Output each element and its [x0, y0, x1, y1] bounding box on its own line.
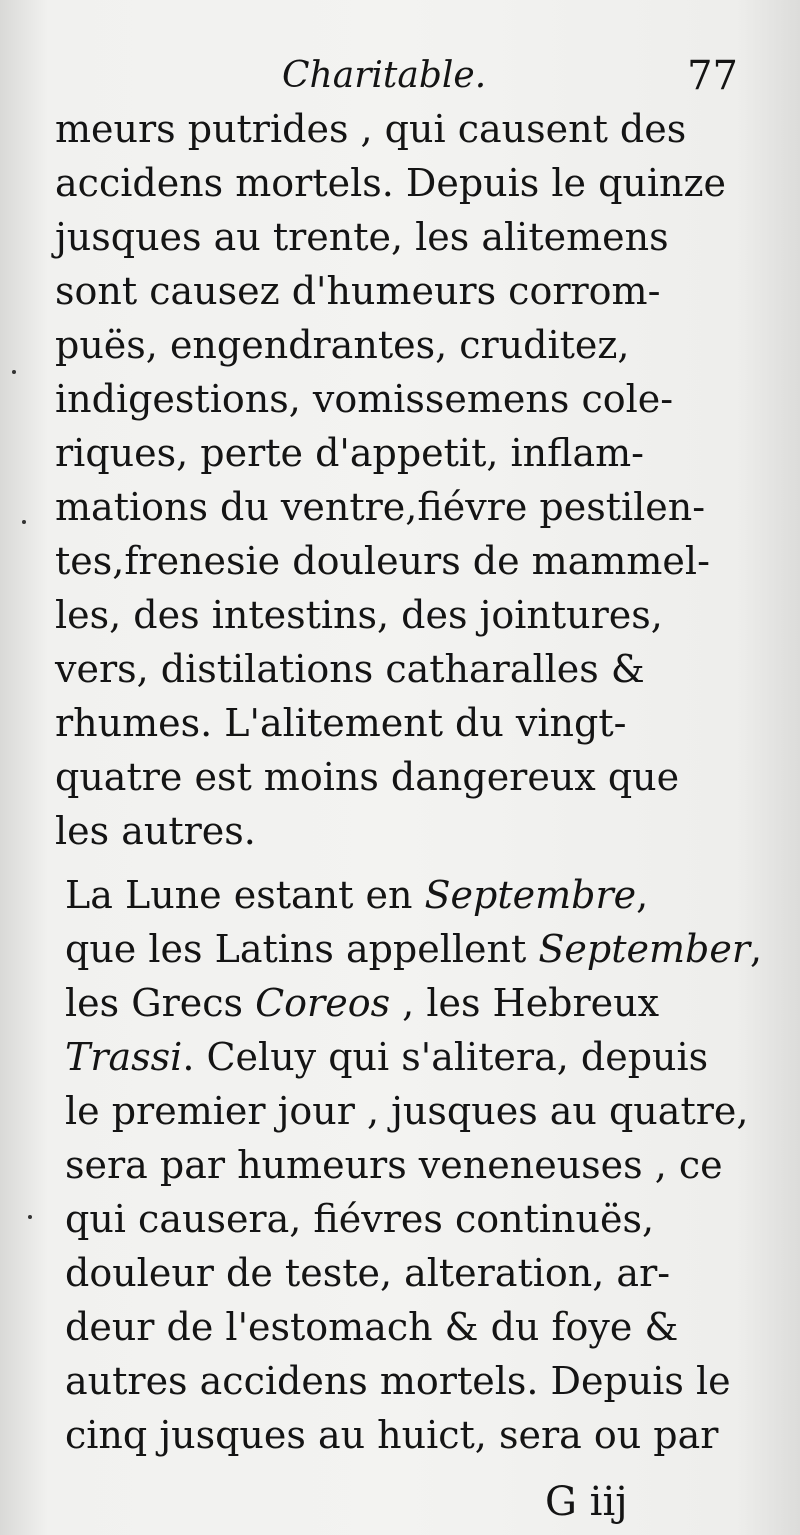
text-line: mations du ventre,fiévre pestilen-	[55, 485, 706, 529]
text-run: ,	[636, 873, 649, 917]
page-header	[0, 50, 800, 102]
ink-speck	[22, 520, 26, 524]
text-line: meurs putrides , qui causent des	[55, 107, 687, 151]
text-line: vers, distilations catharalles &	[55, 647, 645, 691]
month-name-french: Septembre	[424, 873, 637, 917]
text-line: cinq jusques au huict, sera ou par	[65, 1413, 719, 1457]
paragraph-1	[55, 102, 755, 858]
text-line	[55, 922, 763, 976]
ink-speck	[12, 370, 16, 374]
ink-speck	[28, 1215, 32, 1219]
text-line: jusques au trente, les alitemens	[55, 215, 669, 259]
text-run: , les Hebreux	[390, 981, 660, 1025]
text-line	[55, 976, 755, 1030]
text-line	[55, 1030, 755, 1084]
text-line: accidens mortels. Depuis le quinze	[55, 161, 727, 205]
text-line: sera par humeurs veneneuses , ce	[65, 1143, 723, 1187]
text-line: le premier jour , jusques au quatre,	[65, 1089, 749, 1133]
page-number: 77	[687, 53, 738, 99]
month-name-latin: September	[538, 927, 750, 971]
text-line: qui causera, fiévres continuës,	[65, 1197, 655, 1241]
text-line: quatre est moins dangereux que	[55, 755, 680, 799]
text-line: tes,frenesie douleurs de mammel-	[55, 539, 710, 583]
text-line: les autres.	[55, 809, 256, 853]
running-title: Charitable.	[282, 55, 487, 96]
text-line: riques, perte d'appetit, inflam-	[55, 431, 644, 475]
text-line: indigestions, vomissemens cole-	[55, 377, 674, 421]
text-line: puës, engendrantes, cruditez,	[55, 323, 630, 367]
text-line: douleur de teste, alteration, ar-	[65, 1251, 671, 1295]
text-run: que les Latins appellent	[65, 927, 539, 971]
month-name-hebrew: Trassi	[65, 1035, 183, 1079]
signature-mark: G iij	[545, 1479, 628, 1525]
text-line: sont causez d'humeurs corrom-	[55, 269, 661, 313]
text-line: rhumes. L'alitement du vingt-	[55, 701, 627, 745]
page-body	[55, 102, 763, 1462]
text-run: ,	[750, 927, 763, 971]
text-line	[55, 868, 755, 922]
text-run: . Celuy qui s'alitera, depuis	[182, 1035, 709, 1079]
text-line: autres accidens mortels. Depuis le	[65, 1359, 731, 1403]
text-line: les, des intestins, des jointures,	[55, 593, 663, 637]
text-line: deur de l'estomach & du foye &	[65, 1305, 679, 1349]
text-run: les Grecs	[65, 981, 256, 1025]
paragraph-2	[55, 868, 763, 1462]
month-name-greek: Coreos	[255, 981, 391, 1025]
text-run: La Lune estant en	[65, 873, 425, 917]
